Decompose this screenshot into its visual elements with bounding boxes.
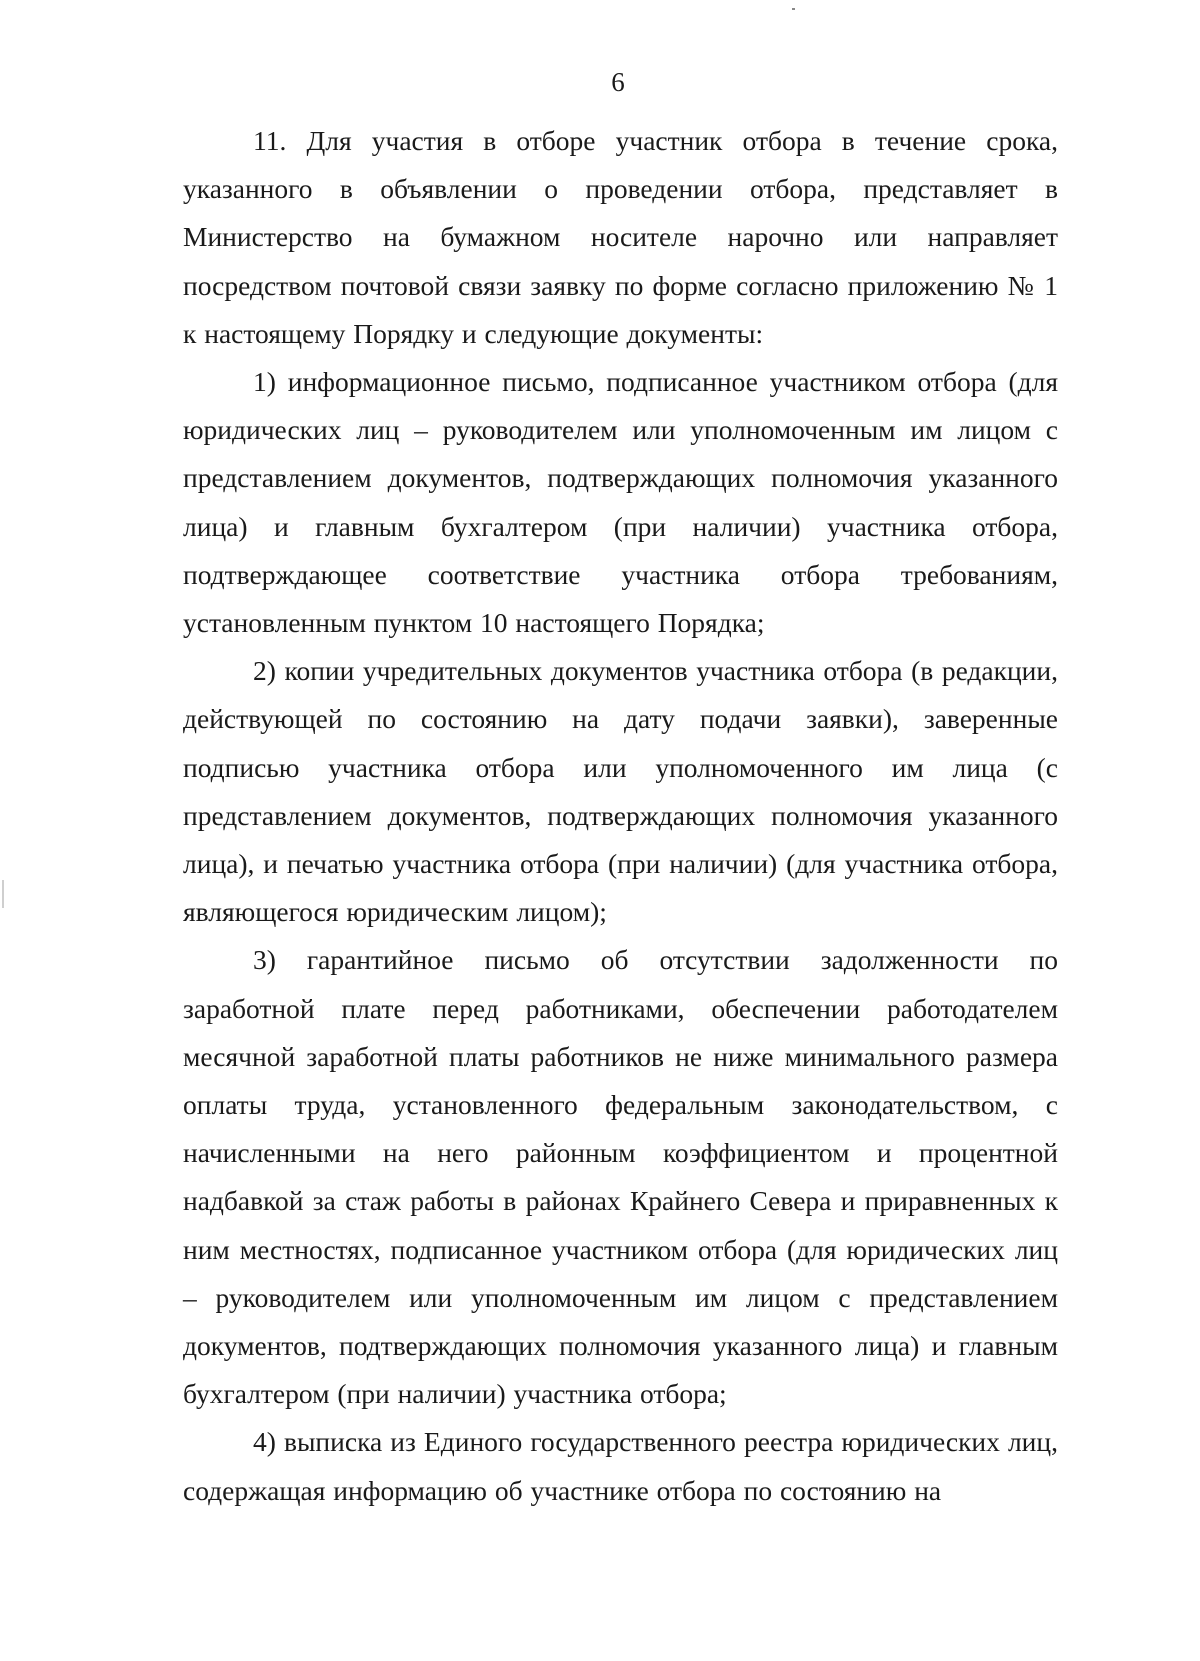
paragraph-subitem-4: 4) выписка из Единого государственного реестра юридических лиц, содержащая информацию об участнике отбора по состоянию на bbox=[183, 1426, 1058, 1506]
document-body bbox=[183, 117, 1058, 1515]
paragraph-subitem-2: 2) копии учредительных документов участника отбора (в редакции, действующей по состоянию на дату подачи заявки), заверенные подписью участника отбора или уполномоченного им лица (с представлением документов, подтверждающих полномочия указанного лица), и печатью участника отбора (при наличии) (для участника отбора, являющегося юридическим лицом); bbox=[183, 655, 1058, 928]
paragraph-subitem-1: 1) информационное письмо, подписанное участником отбора (для юридических лиц – руководителем или уполномоченным им лицом с представлением документов, подтверждающих полномочия указанного лица) и главным бухгалтером (при наличии) участника отбора, подтверждающее соответствие участника отбора требованиям, установленным пунктом 10 настоящего Порядка; bbox=[183, 366, 1058, 639]
scan-artifact bbox=[792, 8, 795, 10]
paragraph-subitem-3: 3) гарантийное письмо об отсутствии задолженности по заработной плате перед работниками, обеспечении работодателем месячной заработной платы работников не ниже минимального размера оплаты труда, установленного федеральным законодательством, с начисленными на него районным коэффициентом и процентной надбавкой за стаж работы в районах Крайнего Севера и приравненных к ним местностях, подписанное участником отбора (для юридических лиц – руководителем или уполномоченным им лицом с представлением документов, подтверждающих полномочия указанного лица) и главным бухгалтером (при наличии) участника отбора; bbox=[183, 944, 1058, 1410]
scan-edge-mark bbox=[2, 880, 4, 908]
paragraph-item-11: 11. Для участия в отборе участник отбора в течение срока, указанного в объявлении о проведении отбора, представляет в Министерство на бумажном носителе нарочно или направляет посредством почтовой связи заявку по форме согласно приложению № 1 к настоящему Порядку и следующие документы: bbox=[183, 125, 1058, 349]
page-number: 6 bbox=[611, 67, 625, 97]
